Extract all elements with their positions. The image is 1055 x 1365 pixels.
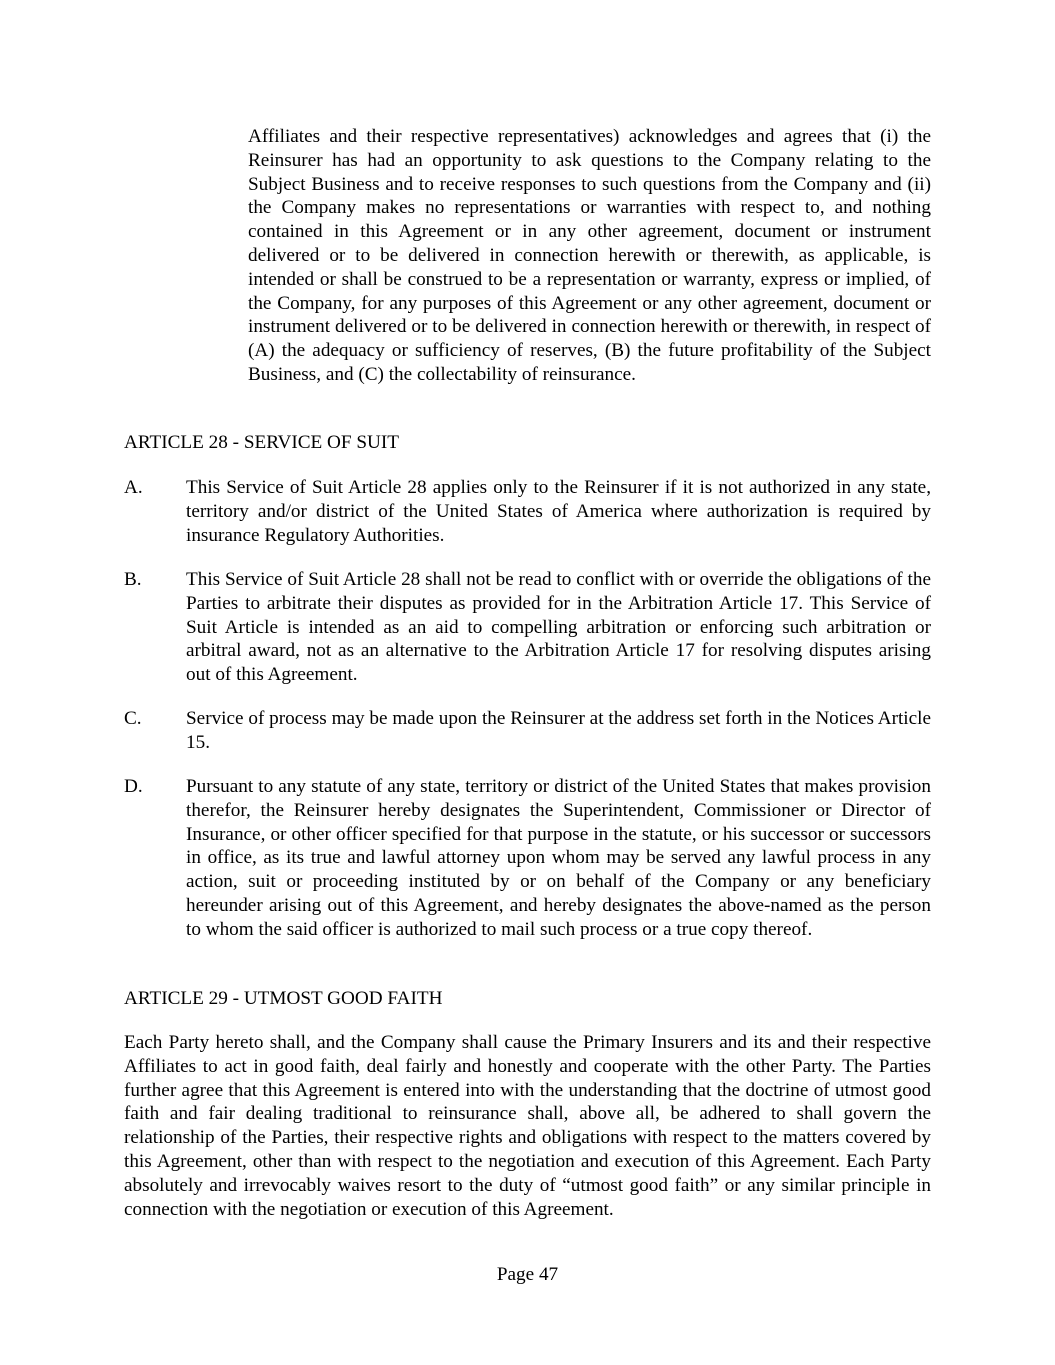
article-29-paragraph: Each Party hereto shall, and the Company shall cause the Primary Insurers and its and their respective Affiliates to act in good faith, deal fairly and honestly and cooperate with the other Party. The Parties further agree that this Agreement is entered into with the understanding that the doctrine of utmost good faith and fair dealing traditional to reinsurance shall, above all, be adhered to shall govern the relationship of the Parties, their respective rights and obligations with respect to the matters covered by this Agreement, other than with respect to the negotiation and execution of this Agreement. Each Party absolutely and irrevocably waives resort to the duty of “utmost good faith” or any similar principle in connection with the negotiation or execution of this Agreement. — [124, 1032, 931, 1220]
item-text: This Service of Suit Article 28 applies only to the Reinsurer if it is not authorized in any state, territory and/or district of the United States of America where authorization is required by insurance Regulatory Authorities. — [186, 477, 931, 546]
item-text: Pursuant to any statute of any state, territory or district of the United States that makes provision therefor, the Reinsurer hereby designates the Superintendent, Commissioner or Director of Insurance, or other officer specified for that purpose in the statute, or his successor or successors in office, as its true and lawful attorney upon whom may be served any lawful process in any action, suit or proceeding instituted by or on behalf of the Company or any beneficiary hereunder arising out of this Agreement, and hereby designates the above-named as the person to whom the said officer is authorized to mail such process or a true copy thereof. — [186, 776, 931, 940]
page-number: Page 47 — [496, 1264, 559, 1285]
item-letter: B. — [124, 569, 142, 590]
article-28-heading: ARTICLE 28 - SERVICE OF SUIT — [124, 432, 399, 453]
continued-paragraph: Affiliates and their respective representatives) acknowledges and agrees that (i) the Reinsurer has had an opportunity to ask questions to the Company relating to the Subject Business and to receive responses to such questions from the Company and (ii) the Company makes no representations or warranties with respect to, and nothing contained in this Agreement or in any other agreement, document or instrument delivered or to be delivered in connection herewith or therewith, as applicable, is intended or shall be construed to be a representation or warranty, express or implied, of the Company, for any purposes of this Agreement or any other agreement, document or instrument delivered or to be delivered in connection herewith or therewith, in respect of (A) the adequacy or sufficiency of reserves, (B) the future profitability of the Subject Business, and (C) the collectability of reinsurance. — [248, 126, 931, 385]
item-letter: A. — [124, 477, 143, 498]
item-text: Service of process may be made upon the Reinsurer at the address set forth in the Notices Article 15. — [186, 708, 931, 753]
item-letter: C. — [124, 708, 142, 729]
article-29-heading: ARTICLE 29 - UTMOST GOOD FAITH — [124, 988, 443, 1009]
item-text: This Service of Suit Article 28 shall not be read to conflict with or override the obligations of the Parties to arbitrate their disputes as provided for in the Arbitration Article 17. This Service of Suit Article is intended as an aid to compelling arbitration or enforcing such arbitration or arbitral award, not as an alternative to the Arbitration Article 17 for resolving disputes arising out of this Agreement. — [186, 569, 931, 686]
item-letter: D. — [124, 776, 143, 797]
